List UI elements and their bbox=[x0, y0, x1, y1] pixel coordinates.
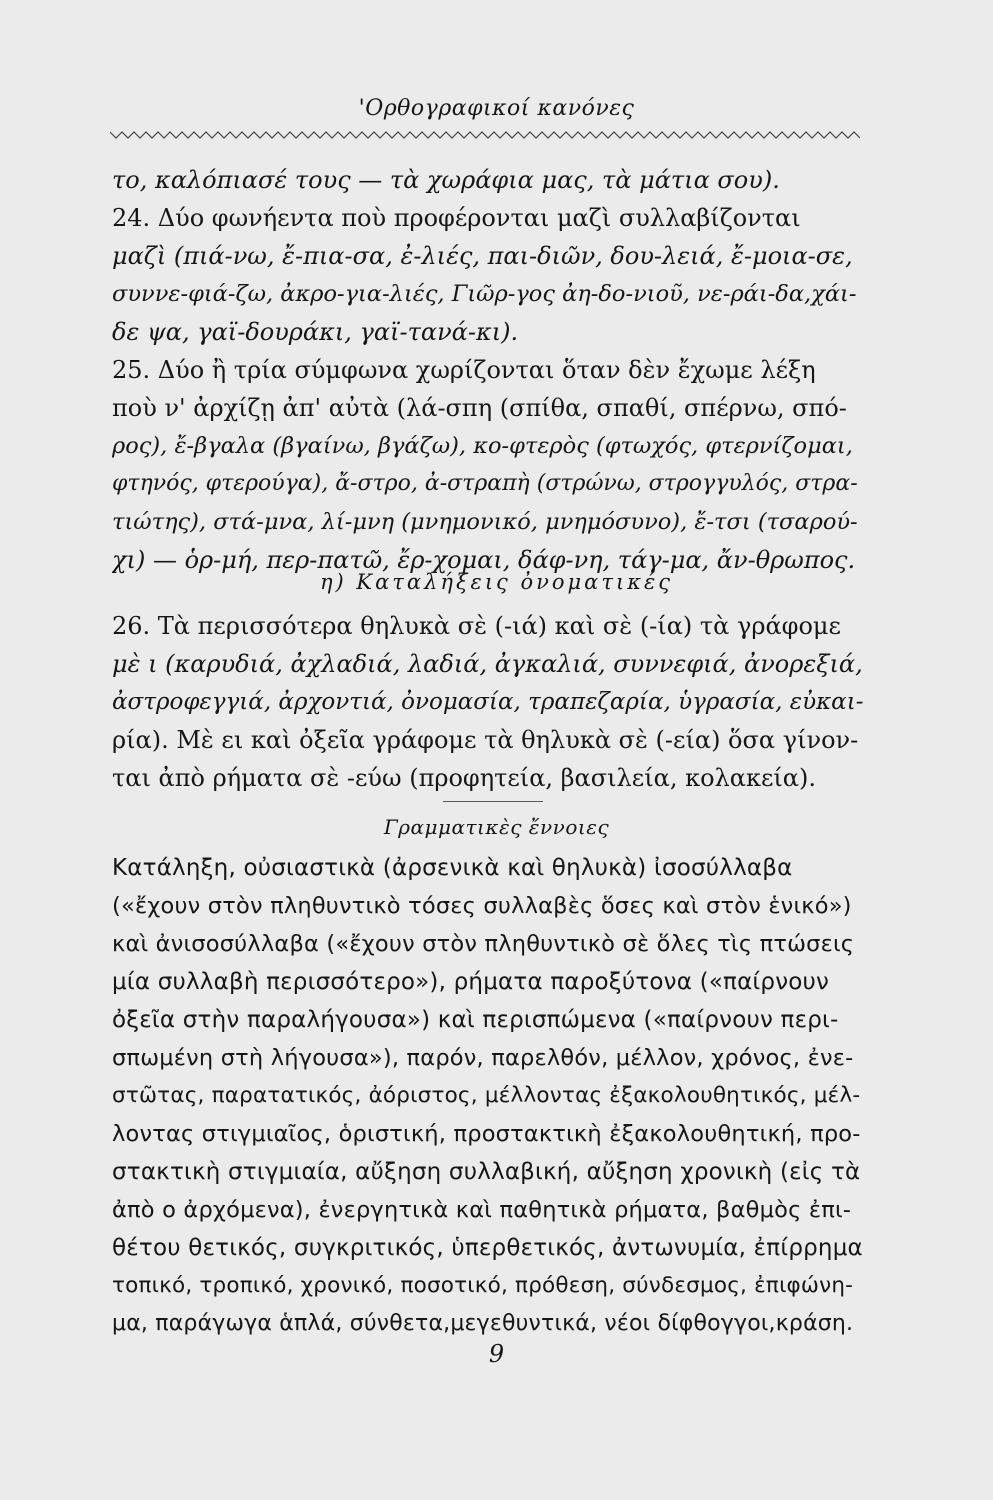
text-line: ἀπὸ ο ἀρχόμενα), ἐνεργητικὰ καὶ παθητικὰ ρήματα, βαθμὸς ἐπι- bbox=[112, 1197, 852, 1223]
running-header: 'Ορθογραφικοί κανόνες bbox=[358, 96, 635, 121]
text-line: 24. Δύο φωνήεντα ποὺ προφέρονται μαζὶ συλλαβίζονται bbox=[112, 204, 801, 232]
page-number: 9 bbox=[488, 1340, 505, 1368]
text-line: ὀξεῖα στὴν παραλήγουσα») καὶ περισπώμενα («παίρνουν περι- bbox=[112, 1007, 839, 1033]
text-line: τοπικό, τροπικό, χρονικό, ποσοτικό, πρόθεση, σύνδεσμος, ἐπιφώνη- bbox=[112, 1273, 854, 1298]
grammar-title: Γραμματικὲς ἔννοιες bbox=[383, 815, 610, 839]
text-line: μαζὶ (πιά-νω, ἔ-πια-σα, ἐ-λιές, παι-διῶν, δου-λειά, ἔ-μοια-σε, bbox=[112, 242, 853, 270]
text-line: συννε-φιά-ζω, ἀκρο-για-λιές, Γιῶρ-γος ἀη-δο-νιοῦ, νε-ράι-δα,χάι- bbox=[112, 281, 857, 307]
text-line: μὲ ι (καρυδιά, ἀχλαδιά, λαδιά, ἀγκαλιά, συννεφιά, ἀνορεξιά, bbox=[112, 650, 863, 678]
text-line: θέτου θετικός, συγκριτικός, ὑπερθετικός, ἀντωνυμία, ἐπίρρημα bbox=[112, 1235, 863, 1261]
text-line: 25. Δύο ἢ τρία σύμφωνα χωρίζονται ὅταν δὲν ἔχωμε λέξη bbox=[112, 356, 816, 384]
text-line: το, καλόπιασέ τους — τὰ χωράφια μας, τὰ μάτια σου). bbox=[112, 166, 780, 194]
text-line: ἀστροφεγγιά, ἀρχοντιά, ὀνομασία, τραπεζαρία, ὑγρασία, εὐκαι- bbox=[112, 689, 864, 715]
text-line: μία συλλαβὴ περισσότερο»), ρήματα παροξύτονα («παίρνουν bbox=[112, 969, 830, 995]
text-line: («ἔχουν στὸν πληθυντικὸ τόσες συλλαβὲς ὅσες καὶ στὸν ἑνικό») bbox=[112, 893, 852, 919]
text-line: τιώτης), στά-μνα, λί-μνη (μνημονικό, μνημόσυνο), ἔ-τσι (τσαρού- bbox=[112, 509, 858, 535]
wavy-rule bbox=[110, 128, 860, 142]
text-line: φτηνός, φτερούγα), ἄ-στρο, ἀ-στραπὴ (στρώνω, στρογγυλός, στρα- bbox=[112, 471, 858, 496]
text-line: σπωμένη στὴ λήγουσα»), παρόν, παρελθόν, μέλλον, χρόνος, ἐνε- bbox=[112, 1045, 854, 1071]
text-line: ται ἀπὸ ρήματα σὲ -εύω (προφητεία, βασιλεία, κολακεία). bbox=[112, 764, 816, 792]
text-line: μα, παράγωγα ἁπλά, σύνθετα,μεγεθυντικά, νέοι δίφθογγοι,κράση. bbox=[112, 1311, 854, 1336]
text-line: στακτικὴ στιγμιαία, αὔξηση συλλαβική, αὔξηση χρονικὴ (εἰς τὰ bbox=[112, 1159, 861, 1185]
subheading: η) Καταλήξεις ὀνοματικές bbox=[319, 570, 674, 594]
text-line: χι) — ὁρ-μή, περ-πατῶ, ἔρ-χομαι, δάφ-νη, τάγ-μα, ἄν-θρωπος. bbox=[112, 546, 856, 574]
text-line: καὶ ἀνισοσύλλαβα («ἔχουν στὸν πληθυντικὸ σὲ ὅλες τὶς πτώσεις bbox=[112, 931, 855, 957]
text-line: 26. Τὰ περισσότερα θηλυκὰ σὲ (-ιά) καὶ σὲ (-ία) τὰ γράφομε bbox=[112, 612, 841, 640]
text-line: ρος), ἔ-βγαλα (βγαίνω, βγάζω), κο-φτερὸς (φτωχός, φτερνίζομαι, bbox=[112, 433, 853, 459]
text-line: λοντας στιγμιαῖος, ὁριστική, προστακτικὴ ἐξακολουθητική, προ- bbox=[112, 1121, 861, 1147]
text-line: δε ψα, γαϊ-δουράκι, γαϊ-τανά-κι). bbox=[112, 318, 519, 346]
text-line: ρία). Μὲ ει καὶ ὀξεῖα γράφομε τὰ θηλυκὰ σὲ (-εία) ὅσα γίνον- bbox=[112, 726, 859, 754]
text-line: στῶτας, παρατατικός, ἀόριστος, μέλλοντας ἐξακολουθητικός, μέλ- bbox=[112, 1083, 861, 1108]
text-line: ποὺ ν' ἀρχίζῃ ἀπ' αὐτὰ (λά-σπη (σπίθα, σπαθί, σπέρνω, σπό- bbox=[112, 394, 847, 422]
separator-rule bbox=[443, 801, 543, 802]
text-line: Κατάληξη, οὐσιαστικὰ (ἀρσενικὰ καὶ θηλυκὰ) ἰσοσύλλαβα bbox=[112, 855, 793, 881]
